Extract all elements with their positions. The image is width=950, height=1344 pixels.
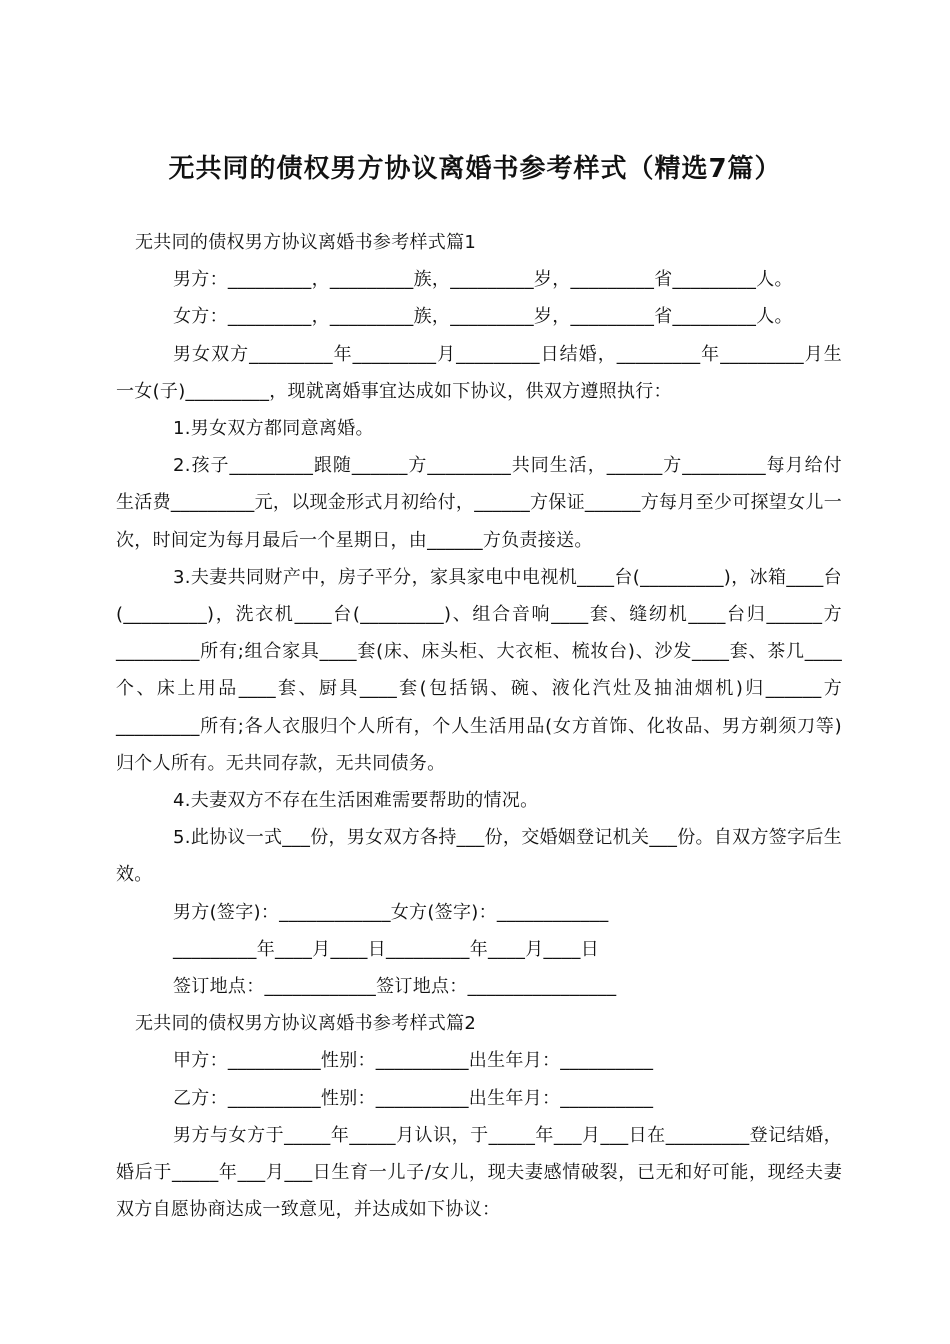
clause-5: 5.此协议一式___份，男女双方各持___份，交婚姻登记机关___份。自双方签字后生效。 [116,827,842,886]
section-heading-2: 无共同的债权男方协议离婚书参考样式篇2 [135,1013,477,1035]
date-line: _________年____月____日_________年____月____日 [173,938,599,960]
clause-1: 1.男女双方都同意离婚。 [173,418,374,440]
clause-3: 3.夫妻共同财产中，房子平分，家具家电中电视机____台(_________)，冰箱____台(_________)，洗衣机____台(_________)、组合音响____套、缝纫机____台归______方_________所有;组合家具____套(床、床头柜、大衣柜、梳妆台)、沙发____套、茶几____个、床上用品____套、厨具____套(包括锅、碗、液化汽灶及抽油烟机)归______方_________所有;各人衣服归个人所有，个人生活用品(女方首饰、化妆品、男方剃须刀等)归个人所有。无共同存款，无共同债务。 [116,566,842,774]
party-b-line: 乙方：__________性别：__________出生年月：__________ [173,1087,654,1109]
section-heading-1: 无共同的债权男方协议离婚书参考样式篇1 [135,232,477,253]
female-party-line: 女方：_________，_________族，_________岁，_________省_________人。 [173,306,793,328]
clause-2: 2.孩子_________跟随______方_________共同生活，______方_________每月给付生活费_________元，以现金形式月初给付，______方保证______方每月至少可探望女儿一次，时间定为每月最后一个星期日，由______方负责接送。 [116,455,842,551]
male-party-line: 男方：_________，_________族，_________岁，_________省_________人。 [173,269,793,291]
location-line: 签订地点：____________签订地点：________________ [173,976,617,998]
marriage-history-paragraph: 男方与女方于_____年_____月认识，于_____年___月___日在_________登记结婚，婚后于_____年___月___日生育一儿子/女儿，现夫妻感情破裂，已无和好可能，现经夫妻双方自愿协商达成一致意见，并达成如下协议： [116,1124,842,1221]
clause-4: 4.夫妻双方不存在生活困难需要帮助的情况。 [173,790,539,812]
party-a-line: 甲方：__________性别：__________出生年月：__________ [173,1050,654,1072]
document-body [116,224,842,1228]
document-title: 无共同的债权男方协议离婚书参考样式（精选7篇） [168,154,782,185]
signature-line: 男方(签字)：____________女方(签字)：____________ [173,901,609,923]
marriage-info-paragraph: 男女双方_________年_________月_________日结婚，_________年_________月生一女(子)_________，现就离婚事宜达成如下协议，供双方遵照执行： [116,343,842,402]
